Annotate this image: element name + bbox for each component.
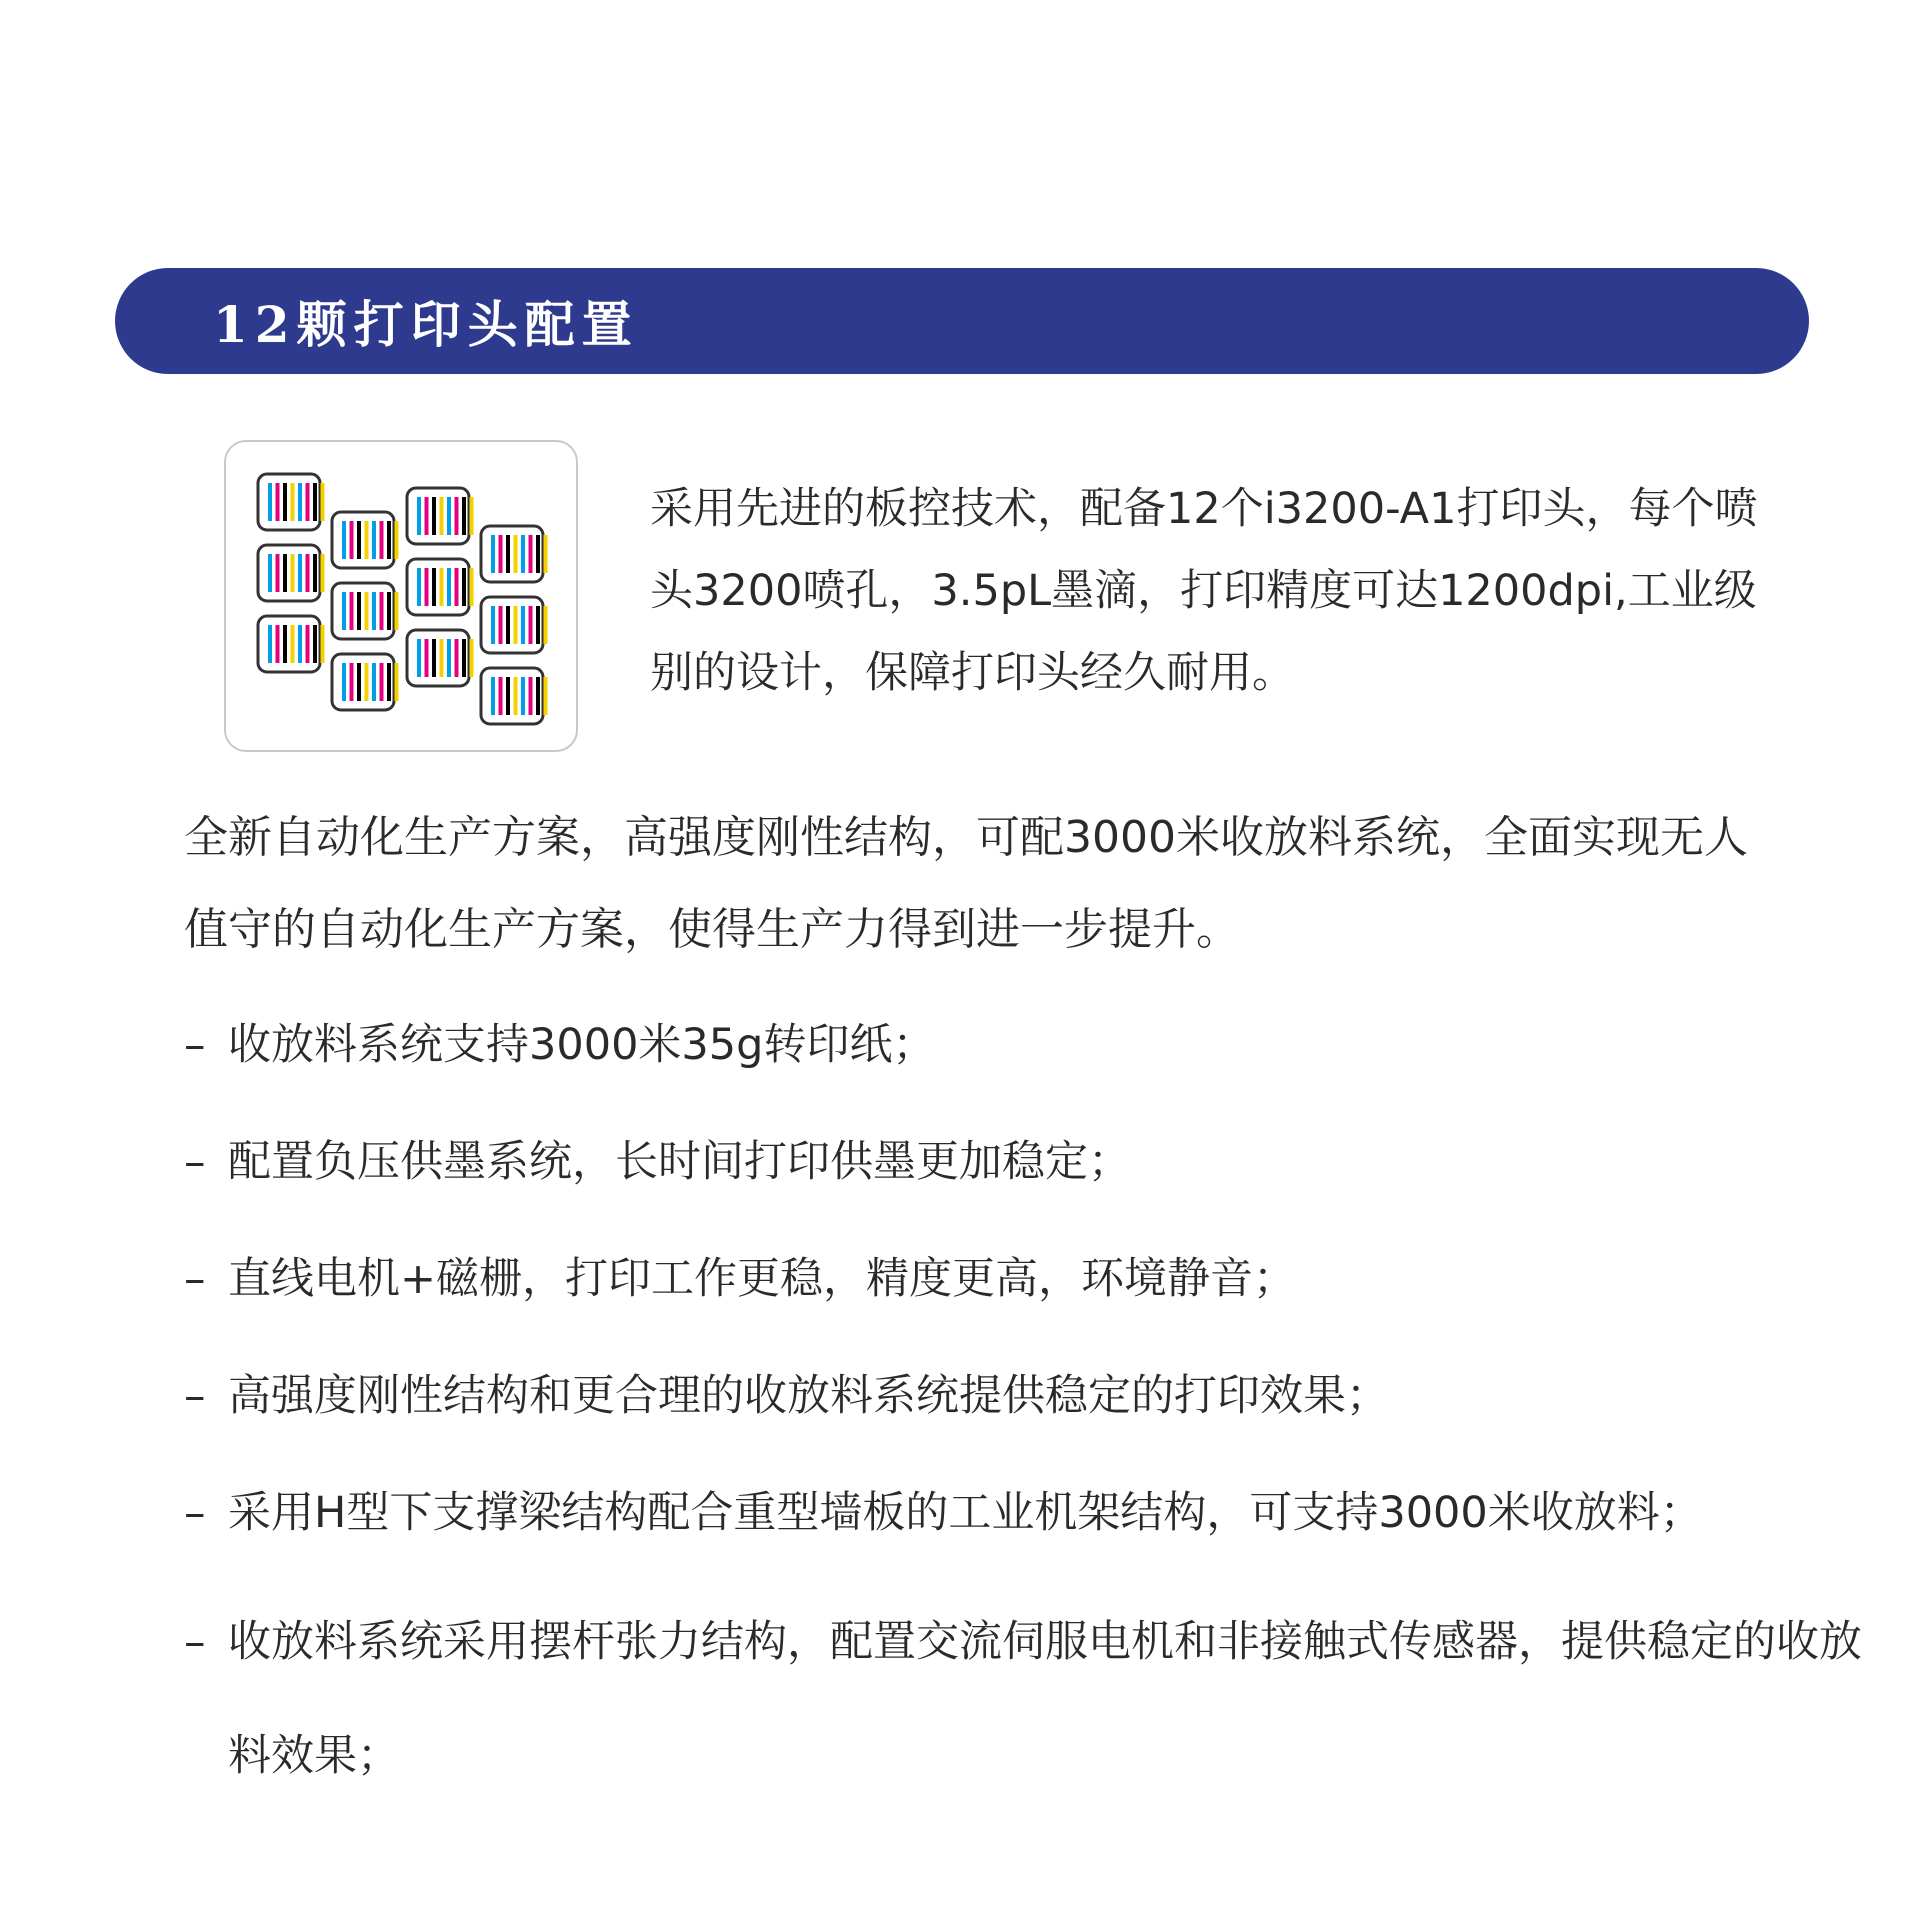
feature-text: 采用H型下支撑梁结构配合重型墙板的工业机架结构，可支持3000米收放料； xyxy=(228,1488,1703,1538)
printhead-icon xyxy=(258,545,325,601)
printhead-icon xyxy=(481,668,548,724)
printhead-icon xyxy=(332,512,399,568)
printhead-array-card xyxy=(224,440,578,752)
dash-bullet: – xyxy=(184,1254,206,1304)
feature-list xyxy=(184,1000,1874,1839)
feature-text: 收放料系统采用摆杆张力结构，配置交流伺服电机和非接触式传感器，提供稳定的收放料效果； xyxy=(228,1617,1862,1781)
feature-text: 直线电机+磁栅，打印工作更稳，精度更高，环境静音； xyxy=(228,1254,1297,1304)
feature-item xyxy=(184,1351,1874,1442)
printhead-array-icon xyxy=(226,442,580,754)
printhead-icon xyxy=(407,488,474,544)
feature-item xyxy=(184,1585,1874,1813)
printhead-icon xyxy=(407,559,474,615)
dash-bullet: – xyxy=(184,1371,206,1421)
feature-item xyxy=(184,1117,1874,1208)
printhead-icon xyxy=(332,654,399,710)
feature-item xyxy=(184,1234,1874,1325)
feature-text: 收放料系统支持3000米35g转印纸； xyxy=(228,1020,936,1070)
dash-bullet: – xyxy=(184,1020,206,1070)
printhead-icon xyxy=(481,526,548,582)
printhead-icon xyxy=(481,597,548,653)
dash-bullet: – xyxy=(184,1137,206,1187)
section-title: 12颗打印头配置 xyxy=(213,295,639,354)
dash-bullet: – xyxy=(184,1488,206,1538)
feature-text: 高强度刚性结构和更合理的收放料系统提供稳定的打印效果； xyxy=(228,1371,1389,1421)
summary-paragraph: 全新自动化生产方案，高强度刚性结构，可配3000米收放料系统，全面实现无人值守的自动化生产方案，使得生产力得到进一步提升。 xyxy=(184,812,1748,955)
section-banner xyxy=(115,268,1809,374)
dash-bullet: – xyxy=(184,1617,206,1667)
printhead-icon xyxy=(332,583,399,639)
printhead-icon xyxy=(258,474,325,530)
feature-item xyxy=(184,1000,1874,1091)
printhead-icon xyxy=(258,616,325,672)
feature-text: 配置负压供墨系统，长时间打印供墨更加稳定； xyxy=(228,1137,1131,1187)
printhead-icon xyxy=(407,630,474,686)
intro-paragraph: 采用先进的板控技术，配备12个i3200-A1打印头，每个喷头3200喷孔，3.5pL墨滴，打印精度可达1200dpi,工业级别的设计，保障打印头经久耐用。 xyxy=(650,484,1758,698)
feature-item xyxy=(184,1468,1874,1559)
